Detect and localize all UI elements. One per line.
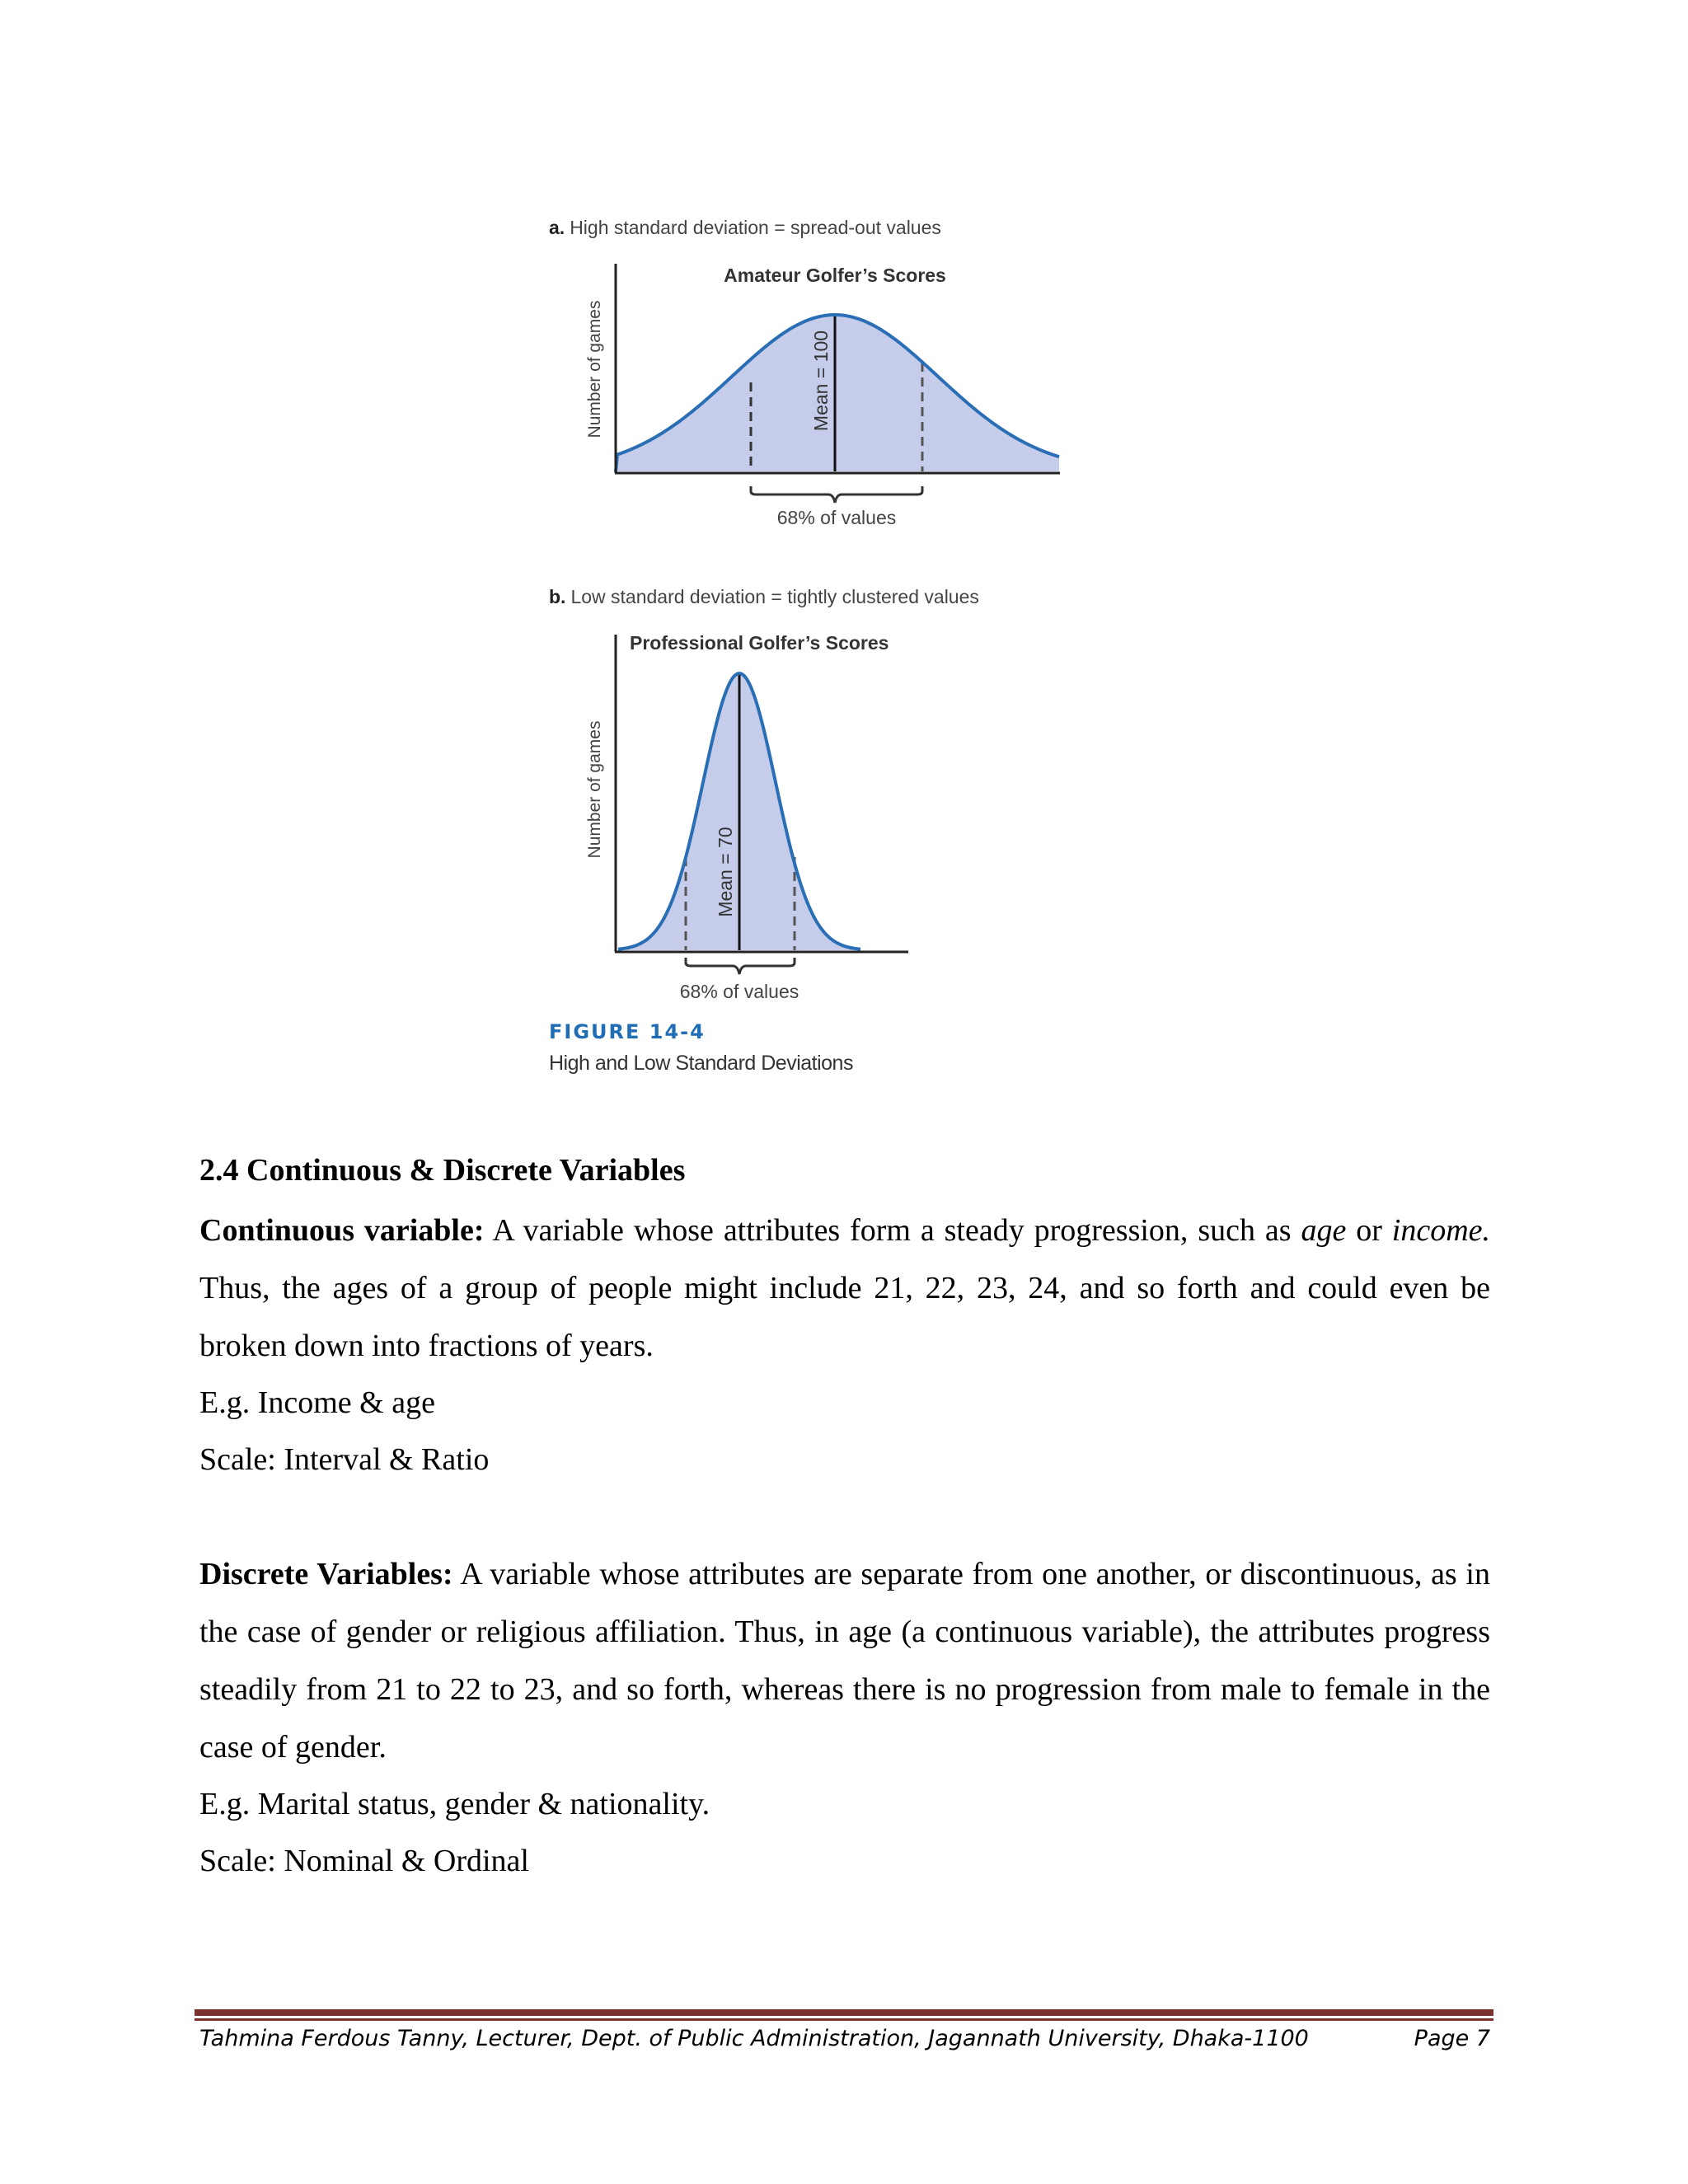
figure-14-4	[536, 206, 1129, 1088]
panel-a-chart	[585, 264, 1060, 528]
panel-a-range-brace	[751, 486, 922, 503]
panel-b-range-label: 68% of values	[679, 981, 799, 1002]
discrete-example: E.g. Marital status, gender & nationality.	[199, 1787, 710, 1821]
panel-b-range-brace	[686, 958, 795, 974]
continuous-variable-term: Continuous variable:	[199, 1213, 485, 1248]
section-2-4	[199, 1146, 1490, 1890]
panel-a-curve-fill	[616, 315, 1059, 471]
discrete-variable-term: Discrete Variables:	[199, 1557, 453, 1591]
figure-graphic	[536, 206, 1129, 1088]
panel-b-chart	[585, 632, 908, 1002]
panel-b-chart-title: Professional Golfer’s Scores	[630, 632, 889, 654]
discrete-scale: Scale: Nominal & Ordinal	[199, 1844, 529, 1878]
panel-a-range-label: 68% of values	[776, 507, 897, 528]
panel-a-mean-label: Mean = 100	[810, 330, 832, 432]
discrete-variable-paragraph: Discrete Variables: A variable whose attributes are separate from one another, or discontinuous, as in the case of gender or religious affiliation. Thus, in age (a continuous variable), the attributes progress steadily from 21 to 22 to 23, and so forth, whereas there is no progression from male to female in the case of gender.	[199, 1557, 1490, 1765]
panel-b-mean-label: Mean = 70	[715, 827, 736, 917]
page-number: Page 7	[1414, 2026, 1490, 2051]
footer-rule	[195, 2009, 1493, 2016]
figure-number: FIGURE 14-4	[549, 1020, 706, 1043]
continuous-scale: Scale: Interval & Ratio	[199, 1442, 490, 1477]
figure-caption	[549, 1020, 853, 1076]
panel-a-y-axis-label: Number of games	[585, 300, 604, 438]
continuous-example: E.g. Income & age	[199, 1385, 435, 1420]
section-heading: 2.4 Continuous & Discrete Variables	[199, 1153, 686, 1188]
panel-a-caption: a. High standard deviation = spread-out values	[549, 217, 941, 238]
panel-b-y-axis-label: Number of games	[585, 720, 604, 859]
continuous-variable-paragraph: Continuous variable: A variable whose attributes form a steady progression, such as age or income. Thus, the ages of a group of people might include 21, 22, 23, 24, and so forth and could even be broken down into fractions of years.	[199, 1213, 1490, 1363]
footer-author: Tahmina Ferdous Tanny, Lecturer, Dept. of Public Administration, Jagannath University, Dhaka-1100	[199, 2026, 1309, 2051]
panel-a-chart-title: Amateur Golfer’s Scores	[724, 265, 946, 286]
panel-b-caption: b. Low standard deviation = tightly clustered values	[549, 586, 979, 607]
footer-rule-thin	[195, 2018, 1493, 2021]
page-footer	[199, 2026, 1490, 2059]
figure-title: High and Low Standard Deviations	[549, 1052, 853, 1075]
